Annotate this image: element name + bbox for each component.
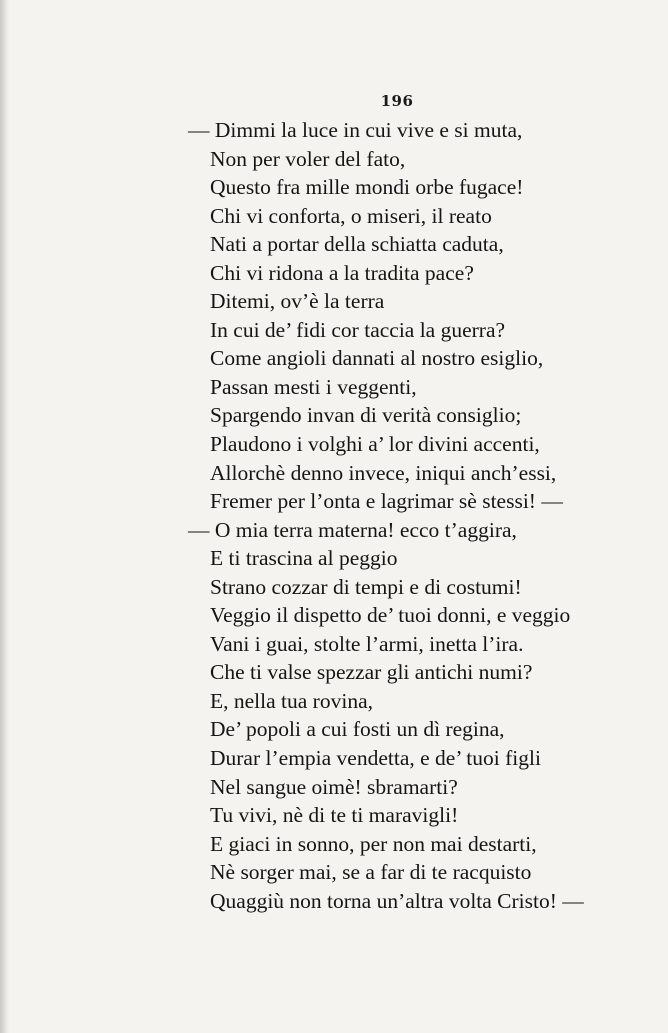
poem-line: Spargendo invan di verità consiglio; xyxy=(210,403,522,428)
poem-line: Quaggiù non torna un’altra volta Cristo! — xyxy=(210,888,584,913)
poem-line: Veggio il dispetto de’ tuoi donni, e veggio xyxy=(210,603,571,628)
poem-line: Come angioli dannati al nostro esiglio, xyxy=(210,346,544,371)
poem-line: — Dimmi la luce in cui vive e si muta, xyxy=(188,118,523,142)
poem-line: In cui de’ fidi cor taccia la guerra? xyxy=(210,317,506,342)
poem-line: Ditemi, ov’è la terra xyxy=(210,289,385,314)
poem-line: Vani i guai, stolte l’armi, inetta l’ira. xyxy=(210,631,524,656)
poem-line: Allorchè denno invece, iniqui anch’essi, xyxy=(210,460,557,485)
poem-line: Nè sorger mai, se a far di te racquisto xyxy=(210,860,532,885)
page-edge-shadow xyxy=(0,0,10,1033)
poem-line: Chi vi conforta, o miseri, il reato xyxy=(210,203,492,228)
poem-line: E ti trascina al peggio xyxy=(210,546,398,571)
poem-text xyxy=(186,116,584,915)
page-number: 196 xyxy=(380,92,414,110)
poem-line: Non per voler del fato, xyxy=(210,146,406,171)
poem-line: Nel sangue oimè! sbramarti? xyxy=(210,774,458,799)
poem-line: Questo fra mille mondi orbe fugace! xyxy=(210,175,524,200)
poem-line: Nati a portar della schiatta caduta, xyxy=(210,232,504,257)
poem-line: Che ti valse spezzar gli antichi numi? xyxy=(210,660,533,685)
poem-line: E giaci in sonno, per non mai destarti, xyxy=(210,831,537,856)
poem-line: Durar l’empia vendetta, e de’ tuoi figli xyxy=(210,746,541,771)
poem-line: Tu vivi, nè di te ti maravigli! xyxy=(210,803,459,828)
poem-line: — O mia terra materna! ecco t’aggira, xyxy=(188,517,517,542)
poem-line: Strano cozzar di tempi e di costumi! xyxy=(210,574,522,599)
poem-line: De’ popoli a cui fosti un dì regina, xyxy=(210,717,505,742)
poem-line: Fremer per l’onta e lagrimar sè stessi! — xyxy=(210,489,563,514)
poem-line: Passan mesti i veggenti, xyxy=(210,374,417,399)
poem-line: E, nella tua rovina, xyxy=(210,688,373,713)
poem-line: Chi vi ridona a la tradita pace? xyxy=(210,260,474,285)
poem-line: Plaudono i volghi a’ lor divini accenti, xyxy=(210,432,540,457)
